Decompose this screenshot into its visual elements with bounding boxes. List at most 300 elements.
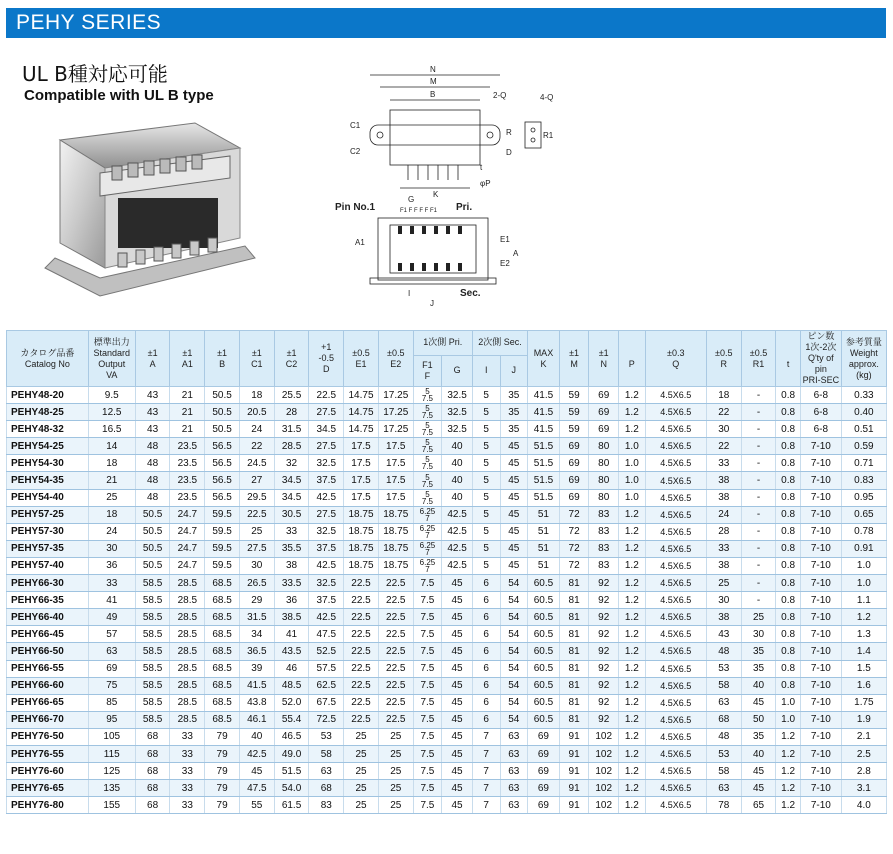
table-cell: 4.5X6.5 — [645, 387, 706, 404]
table-cell: 17.5 — [378, 489, 413, 506]
svg-text:A1: A1 — [355, 238, 365, 247]
table-cell: 69 — [528, 763, 560, 780]
table-cell: 69 — [589, 387, 619, 404]
table-cell: 0.65 — [841, 506, 886, 523]
table-cell: 45 — [442, 626, 473, 643]
table-row — [7, 592, 887, 609]
table-cell: 45 — [500, 506, 528, 523]
table-cell: 4.5X6.5 — [645, 660, 706, 677]
catalog-number: PEHY57-35 — [7, 540, 89, 557]
table-cell: 34 — [239, 626, 274, 643]
catalog-number: PEHY57-30 — [7, 523, 89, 540]
table-cell: 81 — [559, 677, 589, 694]
table-cell: 0.8 — [776, 557, 801, 574]
catalog-number: PEHY54-30 — [7, 455, 89, 472]
header-dim-R1: ±0.5 R1 — [741, 331, 776, 387]
table-cell: 125 — [88, 763, 135, 780]
table-cell: 52.5 — [309, 643, 344, 660]
svg-text:R: R — [506, 128, 512, 137]
table-cell: 54 — [500, 592, 528, 609]
table-cell: 33.5 — [274, 575, 309, 592]
table-cell: 45 — [442, 609, 473, 626]
table-cell: 81 — [559, 626, 589, 643]
table-cell: 7.5 — [413, 677, 442, 694]
table-cell: 45 — [442, 592, 473, 609]
table-cell: 92 — [589, 592, 619, 609]
table-cell: 68 — [135, 728, 170, 745]
table-cell: 22 — [239, 438, 274, 455]
table-cell: 60.5 — [528, 643, 560, 660]
table-cell: 52.0 — [274, 694, 309, 711]
catalog-number: PEHY66-70 — [7, 711, 89, 728]
table-cell: 24.7 — [170, 523, 205, 540]
table-cell: 41.5 — [528, 404, 560, 421]
table-cell: 28.5 — [170, 694, 205, 711]
table-cell: 5 — [472, 506, 500, 523]
table-cell: 25 — [88, 489, 135, 506]
table-cell: 135 — [88, 780, 135, 797]
table-cell: 22.5 — [239, 506, 274, 523]
table-cell: 25 — [344, 745, 379, 762]
table-cell: 17.5 — [344, 489, 379, 506]
table-cell: 50.5 — [135, 540, 170, 557]
table-cell: 55.4 — [274, 711, 309, 728]
table-cell: 4.5X6.5 — [645, 575, 706, 592]
table-cell: 0.8 — [776, 523, 801, 540]
table-cell: 23.5 — [170, 472, 205, 489]
table-cell: 17.25 — [378, 421, 413, 438]
table-cell: 81 — [559, 694, 589, 711]
table-cell: 68.5 — [205, 711, 240, 728]
table-cell: 48 — [135, 455, 170, 472]
table-cell: 38 — [706, 489, 741, 506]
table-cell: 38.5 — [274, 609, 309, 626]
table-cell: 69 — [559, 489, 589, 506]
svg-text:I: I — [408, 289, 411, 298]
table-cell: 42.5 — [309, 489, 344, 506]
table-cell: 92 — [589, 575, 619, 592]
table-cell: 2.1 — [841, 728, 886, 745]
table-cell: 45 — [442, 763, 473, 780]
table-cell: 43.5 — [274, 643, 309, 660]
table-cell: 81 — [559, 609, 589, 626]
table-row — [7, 711, 887, 728]
table-cell: 60.5 — [528, 575, 560, 592]
table-cell: 0.8 — [776, 472, 801, 489]
table-cell: 7-10 — [800, 626, 841, 643]
table-cell: 45 — [442, 780, 473, 797]
header-catalog: カタログ品番 Catalog No — [7, 331, 89, 387]
table-cell: 22.5 — [378, 711, 413, 728]
table-cell: 1.0 — [619, 472, 646, 489]
table-cell: 68 — [135, 780, 170, 797]
table-cell: 51.5 — [274, 763, 309, 780]
table-cell: 29 — [239, 592, 274, 609]
table-cell: 60.5 — [528, 660, 560, 677]
table-cell: 102 — [589, 763, 619, 780]
table-cell: 68.5 — [205, 694, 240, 711]
table-cell: 1.2 — [619, 575, 646, 592]
table-cell: 35 — [500, 421, 528, 438]
table-cell: 1.0 — [776, 711, 801, 728]
table-cell: 58.5 — [135, 643, 170, 660]
table-cell: 68.5 — [205, 626, 240, 643]
table-cell: 54 — [500, 626, 528, 643]
table-cell: 43 — [135, 387, 170, 404]
table-cell: 65 — [741, 797, 776, 814]
table-cell: 2.5 — [841, 745, 886, 762]
table-cell: 79 — [205, 728, 240, 745]
table-cell: 54 — [500, 694, 528, 711]
catalog-number: PEHY66-65 — [7, 694, 89, 711]
table-cell: 55 — [239, 797, 274, 814]
table-cell: 67.5 — [309, 694, 344, 711]
table-cell: 22.5 — [378, 609, 413, 626]
table-cell: 45 — [500, 489, 528, 506]
table-cell: 1.2 — [619, 609, 646, 626]
table-cell: 0.91 — [841, 540, 886, 557]
table-cell: 0.8 — [776, 387, 801, 404]
table-cell: 32.5 — [442, 387, 473, 404]
table-cell: - — [741, 438, 776, 455]
table-cell: 6-8 — [800, 421, 841, 438]
table-cell: 1.5 — [841, 660, 886, 677]
table-cell: 7-10 — [800, 780, 841, 797]
table-cell: 18 — [239, 387, 274, 404]
table-cell: 63 — [706, 694, 741, 711]
table-cell: 27.5 — [239, 540, 274, 557]
svg-text:C2: C2 — [350, 147, 361, 156]
table-cell: 60.5 — [528, 626, 560, 643]
table-cell: 6.25 7 — [413, 506, 442, 523]
svg-text:2-Q: 2-Q — [493, 91, 507, 100]
table-cell: 48 — [706, 643, 741, 660]
catalog-number: PEHY66-30 — [7, 575, 89, 592]
table-cell: 1.2 — [776, 728, 801, 745]
table-cell: 7 — [472, 797, 500, 814]
table-cell: 17.25 — [378, 387, 413, 404]
table-cell: 28 — [274, 404, 309, 421]
table-cell: 6 — [472, 626, 500, 643]
header-dim-A: ±1 A — [135, 331, 170, 387]
table-cell: 56.5 — [205, 438, 240, 455]
table-cell: 33 — [274, 523, 309, 540]
table-cell: 14 — [88, 438, 135, 455]
table-cell: 30 — [88, 540, 135, 557]
table-cell: 0.8 — [776, 643, 801, 660]
table-cell: 5 — [472, 523, 500, 540]
table-cell: 7-10 — [800, 694, 841, 711]
table-cell: 28.5 — [274, 438, 309, 455]
table-cell: 5 7.5 — [413, 455, 442, 472]
header-dim-M: ±1 M — [559, 331, 589, 387]
table-cell: 4.5X6.5 — [645, 557, 706, 574]
table-cell: 45 — [500, 540, 528, 557]
table-cell: 92 — [589, 609, 619, 626]
table-cell: 91 — [559, 745, 589, 762]
table-cell: 80 — [589, 472, 619, 489]
table-row — [7, 438, 887, 455]
table-cell: 79 — [205, 745, 240, 762]
table-cell: 0.8 — [776, 404, 801, 421]
table-cell: 5 7.5 — [413, 404, 442, 421]
table-cell: - — [741, 404, 776, 421]
table-cell: 48 — [135, 472, 170, 489]
table-cell: 45 — [442, 728, 473, 745]
table-cell: 17.5 — [378, 455, 413, 472]
table-cell: 36 — [274, 592, 309, 609]
table-cell: 35 — [741, 643, 776, 660]
table-cell: 17.5 — [378, 472, 413, 489]
table-cell: 4.5X6.5 — [645, 728, 706, 745]
table-cell: 46.1 — [239, 711, 274, 728]
table-cell: 7-10 — [800, 523, 841, 540]
table-cell: 0.8 — [776, 506, 801, 523]
svg-text:G: G — [408, 195, 415, 204]
table-cell: 24.5 — [239, 455, 274, 472]
table-cell: 27.5 — [309, 506, 344, 523]
table-cell: 7-10 — [800, 489, 841, 506]
table-cell: 7-10 — [800, 438, 841, 455]
catalog-number: PEHY66-55 — [7, 660, 89, 677]
table-cell: 54 — [500, 609, 528, 626]
table-cell: 58.5 — [135, 677, 170, 694]
table-cell: - — [741, 387, 776, 404]
table-cell: 18 — [88, 455, 135, 472]
svg-text:4-Q: 4-Q — [540, 93, 554, 102]
table-cell: 4.5X6.5 — [645, 780, 706, 797]
table-cell: 16.5 — [88, 421, 135, 438]
table-cell: 1.2 — [619, 711, 646, 728]
table-cell: 7.5 — [413, 797, 442, 814]
table-cell: 59 — [559, 387, 589, 404]
header-dim-A1: ±1 A1 — [170, 331, 205, 387]
table-cell: 155 — [88, 797, 135, 814]
table-cell: 56.5 — [205, 472, 240, 489]
table-cell: 43.8 — [239, 694, 274, 711]
svg-text:A: A — [513, 249, 519, 258]
header-dim-t: t — [776, 331, 801, 387]
table-cell: 18 — [706, 387, 741, 404]
table-cell: 46 — [274, 660, 309, 677]
table-cell: 14.75 — [344, 387, 379, 404]
table-cell: 7-10 — [800, 609, 841, 626]
table-cell: 5 — [472, 472, 500, 489]
table-cell: 81 — [559, 711, 589, 728]
catalog-number: PEHY48-20 — [7, 387, 89, 404]
table-cell: 59.5 — [205, 557, 240, 574]
table-cell: 7-10 — [800, 711, 841, 728]
table-cell: 69 — [559, 455, 589, 472]
catalog-number: PEHY76-50 — [7, 728, 89, 745]
table-cell: 7-10 — [800, 643, 841, 660]
table-cell: 14.75 — [344, 404, 379, 421]
table-cell: 63 — [500, 763, 528, 780]
table-cell: 72 — [559, 557, 589, 574]
table-row — [7, 797, 887, 814]
table-cell: 54 — [500, 711, 528, 728]
table-cell: 5 7.5 — [413, 489, 442, 506]
table-cell: 79 — [205, 763, 240, 780]
table-cell: 57.5 — [309, 660, 344, 677]
table-cell: 85 — [88, 694, 135, 711]
table-cell: 54 — [500, 575, 528, 592]
table-cell: 51 — [528, 506, 560, 523]
table-cell: 18.75 — [344, 506, 379, 523]
table-cell: 5 — [472, 421, 500, 438]
table-cell: 1.2 — [619, 745, 646, 762]
table-cell: 17.25 — [378, 404, 413, 421]
table-row — [7, 575, 887, 592]
table-row — [7, 387, 887, 404]
transformer-photo — [40, 118, 270, 308]
table-cell: 1.2 — [619, 540, 646, 557]
table-cell: 34.5 — [274, 472, 309, 489]
table-cell: 35 — [500, 404, 528, 421]
table-cell: 25 — [378, 780, 413, 797]
table-cell: 23.5 — [170, 489, 205, 506]
table-cell: 21 — [170, 421, 205, 438]
table-cell: 34.5 — [309, 421, 344, 438]
svg-text:Pri.: Pri. — [456, 202, 473, 213]
table-cell: 0.51 — [841, 421, 886, 438]
table-cell: 48 — [135, 489, 170, 506]
table-cell: 42.5 — [442, 506, 473, 523]
table-cell: 21 — [170, 404, 205, 421]
table-cell: 33 — [170, 728, 205, 745]
table-cell: 69 — [528, 797, 560, 814]
table-cell: 69 — [589, 421, 619, 438]
table-cell: 45 — [741, 763, 776, 780]
table-cell: 28 — [706, 523, 741, 540]
svg-text:B: B — [430, 90, 436, 99]
table-cell: 1.2 — [841, 609, 886, 626]
table-cell: 58 — [706, 763, 741, 780]
table-cell: 22.5 — [378, 575, 413, 592]
table-cell: 28.5 — [170, 660, 205, 677]
table-cell: 0.8 — [776, 609, 801, 626]
table-cell: 45 — [442, 711, 473, 728]
table-cell: 68 — [135, 797, 170, 814]
table-cell: 22.5 — [344, 643, 379, 660]
table-cell: 91 — [559, 763, 589, 780]
table-cell: 102 — [589, 745, 619, 762]
table-cell: 41.5 — [239, 677, 274, 694]
table-cell: 1.0 — [619, 438, 646, 455]
table-cell: 18.75 — [378, 557, 413, 574]
table-cell: 41 — [274, 626, 309, 643]
table-cell: 4.5X6.5 — [645, 523, 706, 540]
table-cell: 7.5 — [413, 575, 442, 592]
table-cell: 32.5 — [309, 523, 344, 540]
header-va: 標準出力 Standard Output VA — [88, 331, 135, 387]
table-cell: 24.7 — [170, 506, 205, 523]
table-cell: 1.2 — [619, 763, 646, 780]
table-cell: 12.5 — [88, 404, 135, 421]
table-cell: 50.5 — [135, 506, 170, 523]
table-cell: 7-10 — [800, 745, 841, 762]
table-cell: 69 — [528, 780, 560, 797]
table-cell: 27 — [239, 472, 274, 489]
table-cell: 1.6 — [841, 677, 886, 694]
table-cell: 4.5X6.5 — [645, 506, 706, 523]
table-cell: 92 — [589, 643, 619, 660]
table-cell: 25.5 — [274, 387, 309, 404]
catalog-number: PEHY66-40 — [7, 609, 89, 626]
table-cell: 35 — [741, 660, 776, 677]
table-cell: 28.5 — [170, 575, 205, 592]
table-cell: 42.5 — [442, 557, 473, 574]
table-cell: 48 — [135, 438, 170, 455]
series-banner: PEHY SERIES — [6, 8, 886, 38]
table-cell: 68.5 — [205, 609, 240, 626]
table-cell: 54 — [500, 660, 528, 677]
table-cell: 7.5 — [413, 711, 442, 728]
table-cell: 41 — [88, 592, 135, 609]
table-cell: 45 — [442, 797, 473, 814]
table-cell: 1.75 — [841, 694, 886, 711]
table-cell: 91 — [559, 797, 589, 814]
header-dim-K: MAX K — [528, 331, 560, 387]
table-cell: 7.5 — [413, 694, 442, 711]
table-cell: 51 — [528, 540, 560, 557]
table-cell: 6.25 7 — [413, 557, 442, 574]
table-cell: 0.8 — [776, 540, 801, 557]
table-cell: 81 — [559, 592, 589, 609]
table-cell: 5 — [472, 438, 500, 455]
table-cell: 43 — [135, 404, 170, 421]
table-cell: 30 — [706, 592, 741, 609]
catalog-number: PEHY54-25 — [7, 438, 89, 455]
table-cell: 22.5 — [344, 575, 379, 592]
table-cell: 102 — [589, 728, 619, 745]
table-cell: 33 — [170, 780, 205, 797]
table-cell: 17.5 — [344, 455, 379, 472]
table-row — [7, 728, 887, 745]
table-cell: 69 — [559, 438, 589, 455]
header-dim-D: +1 -0.5 D — [309, 331, 344, 387]
table-cell: 68.5 — [205, 677, 240, 694]
table-cell: 1.2 — [619, 643, 646, 660]
table-cell: 1.2 — [619, 728, 646, 745]
table-cell: - — [741, 421, 776, 438]
table-cell: 38 — [706, 557, 741, 574]
table-cell: 5 — [472, 455, 500, 472]
table-cell: 42.5 — [442, 523, 473, 540]
table-cell: 5 — [472, 540, 500, 557]
table-cell: 68.5 — [205, 575, 240, 592]
table-cell: 1.2 — [619, 557, 646, 574]
table-cell: 59.5 — [205, 540, 240, 557]
table-cell: 4.5X6.5 — [645, 489, 706, 506]
table-cell: 63 — [500, 797, 528, 814]
table-cell: 92 — [589, 626, 619, 643]
table-row — [7, 780, 887, 797]
table-cell: 0.8 — [776, 421, 801, 438]
table-cell: 22.5 — [378, 643, 413, 660]
header-dim-B: ±1 B — [205, 331, 240, 387]
table-cell: 1.2 — [619, 404, 646, 421]
table-cell: 59 — [559, 404, 589, 421]
table-cell: 62.5 — [309, 677, 344, 694]
header-dim-C1: ±1 C1 — [239, 331, 274, 387]
svg-text:t: t — [480, 163, 483, 172]
spec-table — [6, 330, 887, 814]
svg-text:M: M — [430, 77, 437, 86]
table-cell: 22.5 — [378, 592, 413, 609]
table-cell: 1.2 — [619, 506, 646, 523]
table-cell: 35 — [500, 387, 528, 404]
